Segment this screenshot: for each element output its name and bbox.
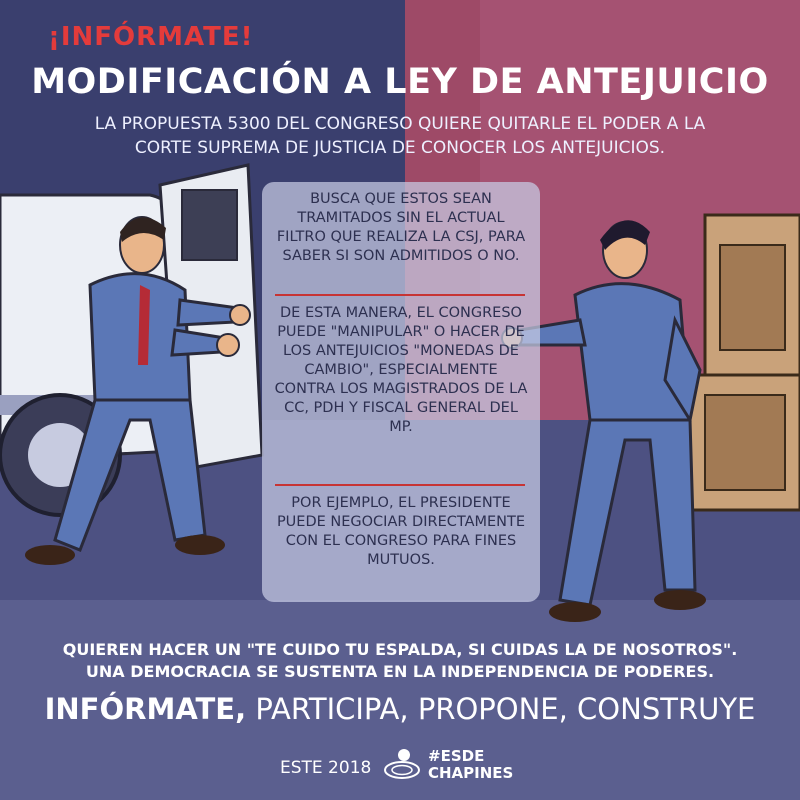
cta-rest: PARTICIPA, PROPONE, CONSTRUYE: [246, 692, 756, 726]
logo-icon: [382, 746, 424, 782]
call-to-action: [0, 692, 800, 726]
divider-2: [275, 484, 525, 486]
bottom-statement-1: QUIEREN HACER UN "TE CUIDO TU ESPALDA, SI CUIDAS LA DE NOSOTROS".: [62, 640, 738, 659]
info-paragraph-2: DE ESTA MANERA, EL CONGRESO PUEDE "MANIPULAR" O HACER DE LOS ANTEJUICIOS "MONEDAS DE CAMBIO", ESPECIALMENTE CONTRA LOS MAGISTRADOS DE LA CC, PDH Y FISCAL GENERAL DEL MP.: [274, 305, 528, 435]
logo-line-1: #ESDE: [428, 747, 485, 765]
kicker-heading: ¡INFÓRMATE!: [48, 22, 254, 52]
bottom-statement-2: UNA DEMOCRACIA SE SUSTENTA EN LA INDEPENDENCIA DE PODERES.: [85, 662, 715, 681]
info-paragraph-3: POR EJEMPLO, EL PRESIDENTE PUEDE NEGOCIAR DIRECTAMENTE CON EL CONGRESO PARA FINES MUTUOS.: [276, 495, 526, 568]
divider-1: [275, 294, 525, 296]
info-paragraph-1: BUSCA QUE ESTOS SEAN TRAMITADOS SIN EL ACTUAL FILTRO QUE REALIZA LA CSJ, PARA SABER SI SON ADMITIDOS O NO.: [276, 191, 526, 264]
footer-year: ESTE 2018: [280, 758, 372, 778]
page-title: MODIFICACIÓN A LEY DE ANTEJUICIO: [31, 62, 769, 102]
subtitle-line-1: LA PROPUESTA 5300 DEL CONGRESO QUIERE QUITARLE EL PODER A LA: [94, 114, 706, 134]
subtitle-line-2: CORTE SUPREMA DE JUSTICIA DE CONOCER LOS ANTEJUICIOS.: [134, 138, 666, 158]
crates-illustration: [690, 215, 800, 510]
logo-text: [428, 748, 513, 782]
cta-bold: INFÓRMATE,: [44, 692, 247, 726]
logo-line-2: CHAPINES: [428, 764, 514, 782]
subtitle: [40, 112, 760, 160]
